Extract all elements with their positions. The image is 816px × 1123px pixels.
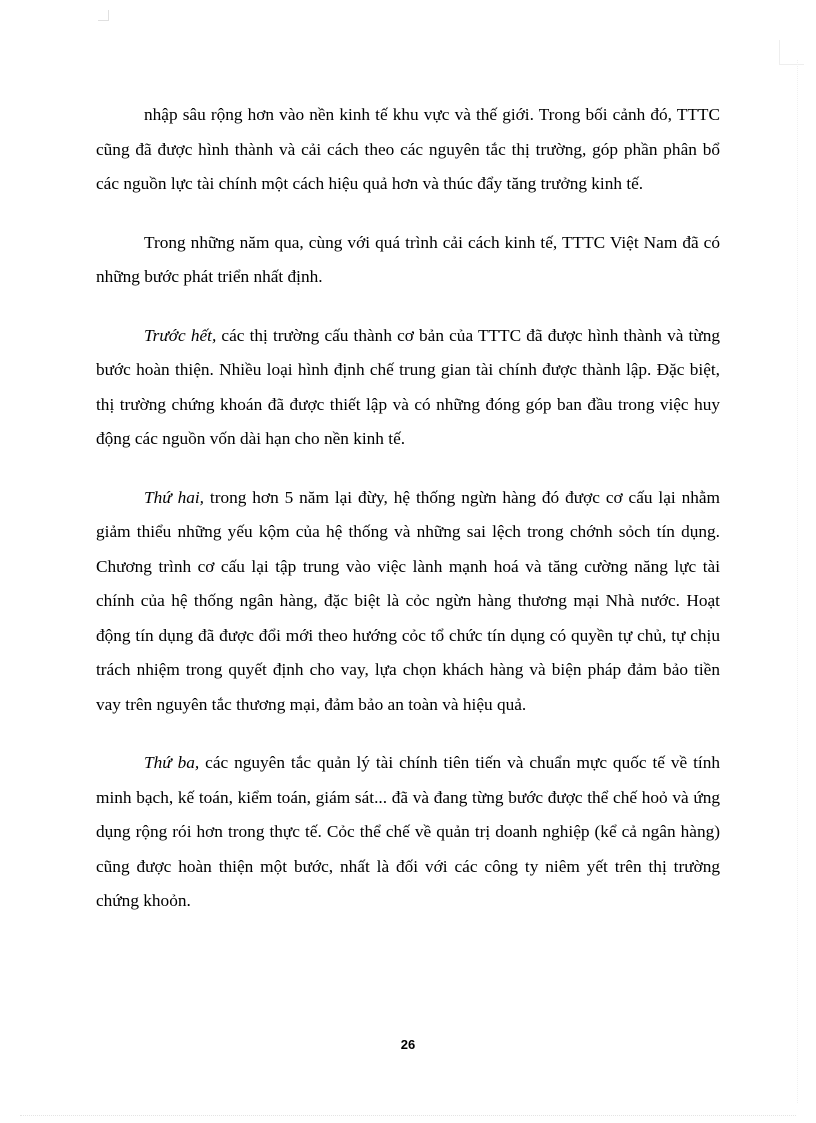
- page-edge-bottom: [20, 1115, 796, 1116]
- page-number: 26: [400, 1037, 416, 1052]
- paragraph-2-text: Trong những năm qua, cùng với quá trình cải cách kinh tế, TTTC Việt Nam đã có những bước phát triển nhất định.: [96, 232, 720, 286]
- paragraph-5-lead: Thứ ba,: [144, 753, 200, 772]
- paragraph-5: [96, 746, 720, 919]
- paragraph-3-text: các thị trường cấu thành cơ bản của TTTC đã được hình thành và từng bước hoàn thiện. Nhiều loại hình định chế trung gian tài chính được thành lập. Đặc biệt, thị trường chứng khoán đã được thiết lập và có những đóng góp ban đầu trong việc huy động các nguồn vốn dài hạn cho nền kinh tế.: [96, 325, 720, 448]
- paragraph-3-lead: Trước hết,: [144, 325, 217, 345]
- document-body: [96, 98, 720, 943]
- paragraph-3: [96, 319, 720, 457]
- page-edge-right: [797, 60, 798, 1103]
- paragraph-4: [96, 481, 720, 723]
- crop-mark-top-left: [98, 10, 109, 21]
- paragraph-2: [96, 226, 720, 295]
- paragraph-1: [96, 98, 720, 202]
- paragraph-1-text: nhập sâu rộng hơn vào nền kinh tế khu vực và thế giới. Trong bối cảnh đó, TTTC cũng đã được hình thành và cải cách theo các nguyên tắc thị trường, góp phần phân bổ các nguồn lực tài chính một cách hiệu quả hơn và thúc đẩy tăng trưởng kinh tế.: [96, 105, 720, 193]
- paragraph-5-text: các nguyên tắc quản lý tài chính tiên tiến và chuẩn mực quốc tế về tính minh bạch, kế toán, kiểm toán, giám sát... đã và đang từng bước được thể chế hoỏ và ứng dụng rộng rói hơn trong thực tế. Cỏc thể chế về quản trị doanh nghiệp (kể cả ngân hàng) cũng được hoàn thiện một bước, nhất là đối với các công ty niêm yết trên thị trường chứng khoỏn.: [96, 753, 720, 910]
- crop-mark-top-right: [779, 40, 804, 65]
- paragraph-4-text: trong hơn 5 năm lại đừy, hệ thống ngừn hàng đó được cơ cấu lại nhằm giảm thiểu những yếu kộm của hệ thống và những sai lệch trong chớnh sỏch tín dụng. Chương trình cơ cấu lại tập trung vào việc lành mạnh hoá và tăng cường năng lực tài chính của hệ thống ngân hàng, đặc biệt là cỏc ngừn hàng thương mại Nhà nước. Hoạt động tín dụng đã được đổi mới theo hướng cỏc tổ chức tín dụng có quyền tự chủ, tự chịu trách nhiệm trong quyết định cho vay, lựa chọn khách hàng và biện pháp đảm bảo tiền vay trên nguyên tắc thương mại, đảm bảo an toàn và hiệu quả.: [96, 487, 720, 714]
- paragraph-4-lead: Thứ hai,: [144, 487, 204, 507]
